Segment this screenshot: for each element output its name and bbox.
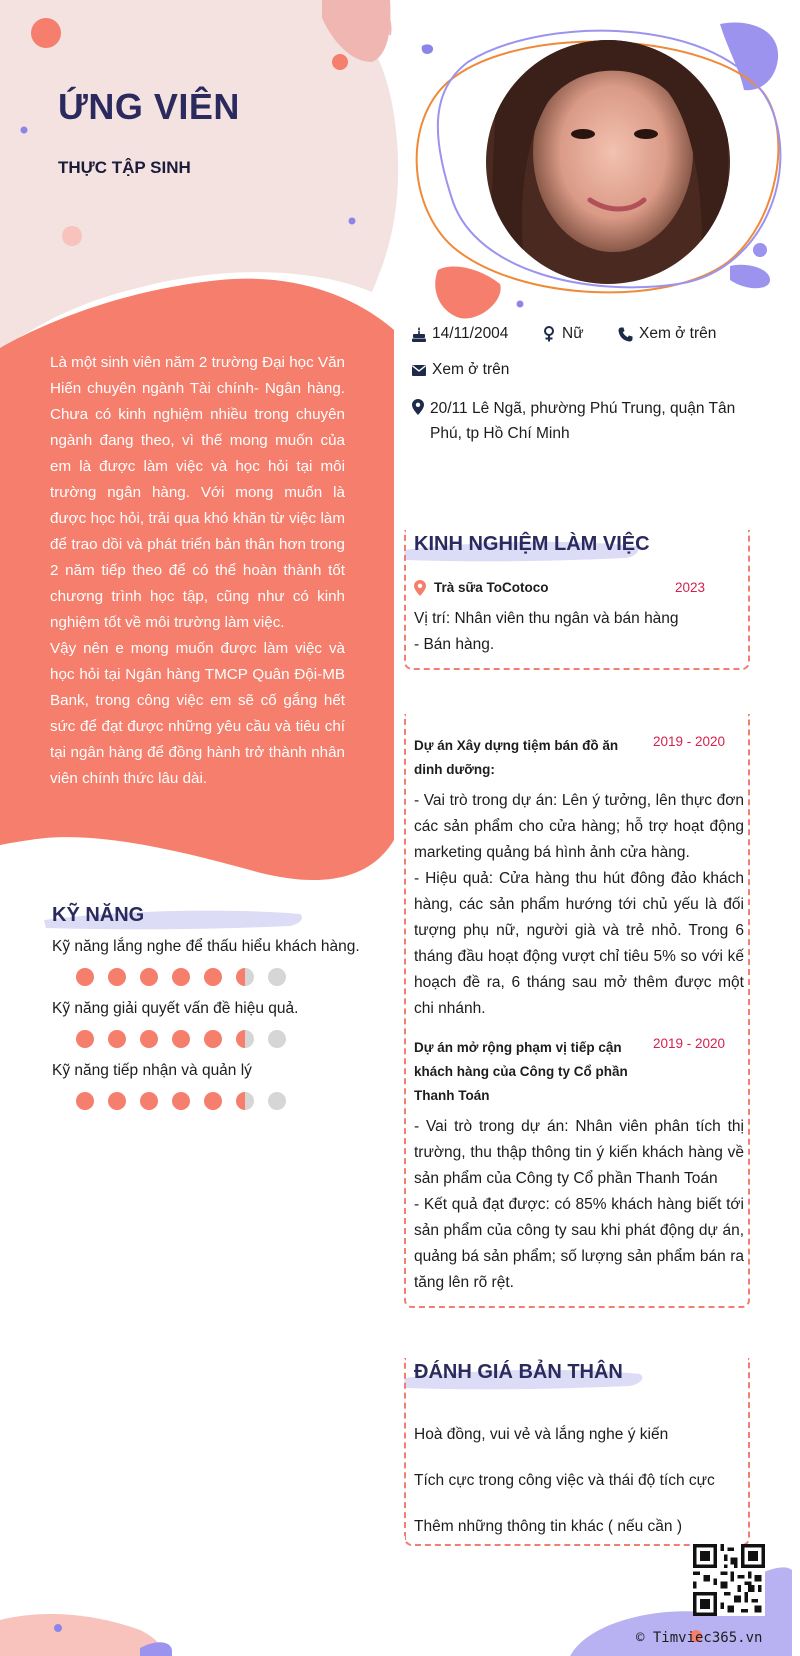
project-description (414, 788, 744, 1022)
candidate-name: ỨNG VIÊN (58, 86, 240, 127)
gender-row (542, 325, 584, 343)
birthday-row (412, 325, 508, 343)
rating-dot (204, 968, 222, 986)
gender-value: Nữ (562, 325, 584, 342)
project-name: Dự án mở rộng phạm vị tiếp cận khách hàng của Công ty Cổ phần Thanh Toán (414, 1040, 628, 1103)
intro-paragraph: Vậy nên e mong muốn được làm việc và học hỏi tại Ngân hàng TMCP Quân Đội-MB Bank, trong công việc em sẽ cố gắng hết sức để đạt được những yêu cầu và tiêu chí tại ngân hàng để đồng hành trở thành nhân viên chính thức lâu dài. (50, 640, 345, 787)
photo-frame (408, 22, 788, 302)
qr-code (693, 1544, 765, 1616)
rating-dot (236, 1030, 254, 1048)
experience-title: KINH NGHIỆM LÀM VIỆC (414, 533, 650, 555)
skill-rating (76, 1092, 382, 1110)
rating-dot (140, 1092, 158, 1110)
evaluation-item: Tích cực trong công việc và thái độ tích cực (414, 1472, 715, 1489)
rating-dot (268, 968, 286, 986)
rating-dot (204, 1092, 222, 1110)
rating-dot (204, 1030, 222, 1048)
gender-icon (542, 326, 556, 342)
project-role: - Vai trò trong dự án: Nhân viên phân tích thị trường, thu thập thông tin ý kiến khách hàng về sản phẩm của Công ty Cổ phần Thanh Toán (414, 1118, 744, 1187)
company-name: Trà sữa ToCotoco (434, 580, 549, 595)
address-row (412, 396, 752, 446)
rating-dot (108, 1030, 126, 1048)
experience-task: - Bán hàng. (414, 636, 495, 653)
skill-item (52, 1062, 382, 1110)
candidate-photo (478, 22, 738, 292)
phone-row (618, 325, 716, 343)
address-value: 20/11 Lê Ngã, phường Phú Trung, quận Tân Phú, tp Hồ Chí Minh (430, 400, 736, 442)
evaluation-title: ĐÁNH GIÁ BẢN THÂN (414, 1361, 623, 1383)
rating-dot (140, 1030, 158, 1048)
email-value: Xem ở trên (432, 361, 510, 378)
rating-dot (108, 1092, 126, 1110)
cake-icon (412, 327, 426, 342)
project-description (414, 1114, 744, 1296)
watermark: © Timviec365.vn (636, 1630, 763, 1646)
project-name: Dự án Xây dựng tiệm bán đồ ăn dinh dưỡng: (414, 738, 619, 777)
project-result: - Hiệu quả: Cửa hàng thu hút đông đảo khách hàng, các sản phẩm hướng tới chủ yếu là đối tượng phụ nữ, người già và trẻ nhỏ. Trong 6 tháng đầu hoạt động vượt chỉ tiêu 5% so với kế hoạch đề ra, 6 tháng sau mở thêm được một chi nhánh. (414, 870, 744, 1017)
phone-value: Xem ở trên (639, 325, 717, 342)
candidate-position: THỰC TẬP SINH (58, 158, 191, 177)
rating-dot (140, 968, 158, 986)
rating-dot (172, 1030, 190, 1048)
phone-icon (618, 327, 633, 342)
rating-dot (172, 1092, 190, 1110)
skill-label: Kỹ năng tiếp nhận và quản lý (52, 1062, 252, 1079)
location-pin-icon (412, 399, 424, 415)
project-year: 2019 - 2020 (653, 1036, 726, 1051)
birthday-value: 14/11/2004 (432, 325, 509, 342)
rating-dot (108, 968, 126, 986)
evaluation-item: Thêm những thông tin khác ( nếu cần ) (414, 1518, 683, 1535)
skill-rating (76, 1030, 382, 1048)
intro-paragraph: Là một sinh viên năm 2 trường Đại học Văn Hiến chuyên ngành Tài chính- Ngân hàng. Chưa có kinh nghiệm nhiều trong chuyên ngành đang theo, vì thế mong muốn của em là được làm việc và học hỏi tại môi trường ngân hàng. Với mong muốn là được học hỏi, trải qua khó khăn từ việc làm để trao dồi và phát triển bản thân hơn trong 2 năm tiếp theo để có thể hoàn thành tốt chương trình học tập, cũng như có kinh nghiệm tốt về môi trường làm việc. (50, 354, 345, 631)
project-role: - Vai trò trong dự án: Lên ý tưởng, lên thực đơn các sản phẩm cho cửa hàng; hỗ trợ hoạt động marketing quảng bá hình ảnh cửa hàng. (414, 792, 744, 861)
experience-role: Vị trí: Nhân viên thu ngân và bán hàng (414, 610, 679, 627)
rating-dot (236, 1092, 254, 1110)
rating-dot (236, 968, 254, 986)
rating-dot (268, 1092, 286, 1110)
email-row (412, 361, 509, 379)
rating-dot (172, 968, 190, 986)
rating-dot (268, 1030, 286, 1048)
location-pin-icon (414, 580, 426, 596)
evaluation-item: Hoà đồng, vui vẻ và lắng nghe ý kiến (414, 1426, 669, 1443)
experience-description (414, 606, 744, 658)
skill-item (52, 1000, 382, 1048)
skills-title: KỸ NĂNG (52, 904, 145, 926)
intro-text (50, 350, 345, 792)
skill-item (52, 938, 382, 986)
rating-dot (76, 968, 94, 986)
skill-label: Kỹ năng lắng nghe để thấu hiểu khách hàng. (52, 938, 360, 955)
experience-year: 2023 (675, 580, 706, 595)
project-result: - Kết quả đạt được: có 85% khách hàng biết tới sản phẩm của công ty sau khi phát động dự án, quảng bá sản phẩm; số lượng sản phẩm bán ra tăng lên rõ rệt. (414, 1196, 744, 1291)
envelope-icon (412, 365, 426, 376)
skill-label: Kỹ năng giải quyết vấn đề hiệu quả. (52, 1000, 299, 1017)
project-year: 2019 - 2020 (653, 734, 726, 749)
rating-dot (76, 1030, 94, 1048)
rating-dot (76, 1092, 94, 1110)
skill-rating (76, 968, 382, 986)
